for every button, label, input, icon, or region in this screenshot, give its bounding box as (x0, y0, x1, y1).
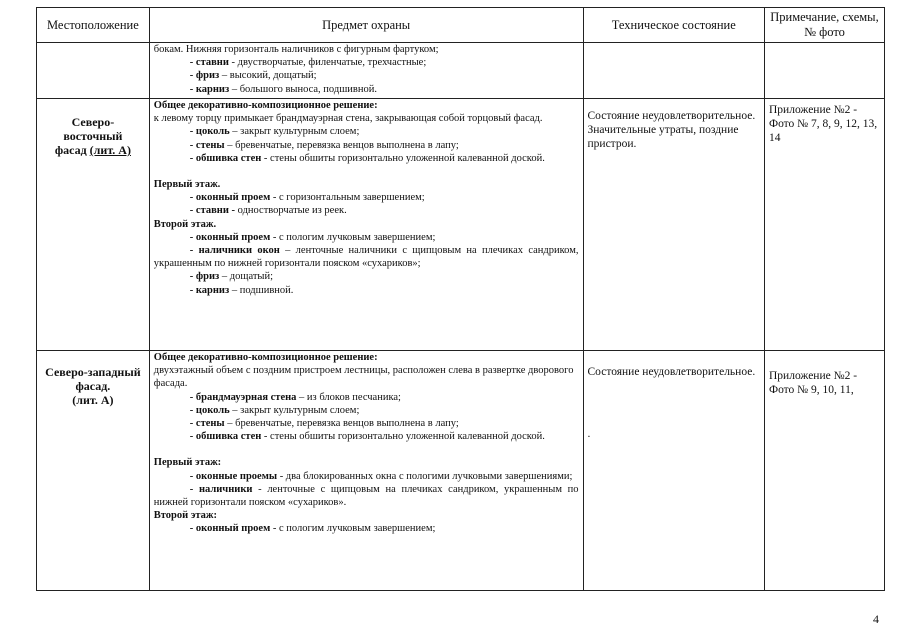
table-row (37, 43, 885, 99)
subject-item: - брандмауэрная стена – из блоков песчаника; (189, 391, 401, 403)
section-heading: Общее декоративно-композиционное решение: (153, 352, 378, 363)
subject-cell (149, 351, 583, 591)
header-location: Местоположение (37, 8, 150, 43)
protection-table (36, 7, 885, 591)
subject-item: - фриз – высокий, дощатый; (189, 70, 317, 82)
subject-item: - оконные проемы - два блокированных окна с пологими лучковыми завершениями; (189, 470, 573, 482)
subject-item: - обшивка стен - стены обшиты горизонтально уложенной калеванной доской. (189, 431, 545, 443)
header-note: Примечание, схемы, № фото (765, 8, 885, 43)
subject-item: - ставни - двустворчатые, филенчатые, трехчастные; (189, 57, 427, 69)
floor-heading: Второй этаж. (153, 218, 217, 230)
subject-item: - стены – бревенчатые, перевязка венцов выполнена в лапу; (189, 418, 459, 430)
subject-line: двухэтажный объем с поздним пристроем лестницы, расположен слева в развертке дворового фасада. (153, 365, 574, 390)
subject-item: - цоколь – закрыт культурным слоем; (189, 126, 360, 138)
note-cell (765, 43, 885, 99)
subject-item: - фриз – дощатый; (189, 271, 274, 283)
location-cell: Северо-западный фасад. (лит. А) (37, 351, 150, 591)
floor-heading: Первый этаж: (153, 457, 222, 469)
subject-item: - наличники окон – ленточные наличники с щипцовым на плечиках сандриком, украшенным по нижней горизонтали пояском «сухариков»; (153, 245, 579, 270)
location-cell (37, 43, 150, 99)
location-cell: Северо- восточный фасад (лит. А) (37, 99, 150, 351)
subject-item: - карниз – подшивной. (189, 284, 294, 296)
note-cell: Приложение №2 - Фото № 7, 8, 9, 12, 13, 14 (765, 99, 885, 351)
subject-item: - стены – бревенчатые, перевязка венцов выполнена в лапу; (189, 139, 459, 151)
subject-item: - оконный проем - с пологим лучковым завершением; (189, 231, 436, 243)
subject-cell (149, 99, 583, 351)
floor-heading: Первый этаж. (153, 179, 221, 191)
table-row (37, 351, 885, 591)
section-heading: Общее декоративно-композиционное решение: (153, 100, 378, 111)
state-cell: Состояние неудовлетворительное. . (583, 351, 764, 591)
subject-line: бокам. Нижняя горизонталь наличников с фигурным фартуком; (153, 44, 439, 55)
page-number: 4 (873, 612, 879, 626)
header-subject: Предмет охраны (149, 8, 583, 43)
header-state: Техническое состояние (583, 8, 764, 43)
note-cell: Приложение №2 - Фото № 9, 10, 11, (765, 351, 885, 591)
subject-cell (149, 43, 583, 99)
subject-item: - наличники - ленточные с щипцовым на плечиках сандриком, украшенным по нижней горизонтали пояском «сухариков». (153, 483, 579, 509)
state-cell (583, 43, 764, 99)
header-row (37, 8, 885, 43)
subject-line: к левому торцу примыкает брандмауэрная стена, закрывающая собой торцовый фасад. (153, 113, 543, 125)
subject-item: - обшивка стен - стены обшиты горизонтально уложенной калеванной доской. (189, 152, 545, 164)
subject-item: - ставни - одностворчатые из реек. (189, 205, 347, 217)
subject-item: - оконный проем - с пологим лучковым завершением; (189, 523, 436, 535)
state-cell: Состояние неудовлетворительное. Значительные утраты, поздние пристрои. (583, 99, 764, 351)
table-row (37, 99, 885, 351)
stray-dot: . (587, 428, 591, 440)
subject-item: - цоколь – закрыт культурным слоем; (189, 404, 360, 416)
floor-heading: Второй этаж: (153, 510, 218, 522)
subject-item: - карниз – большого выноса, подшивной. (189, 83, 377, 95)
subject-item: - оконный проем - с горизонтальным завершением; (189, 192, 425, 204)
